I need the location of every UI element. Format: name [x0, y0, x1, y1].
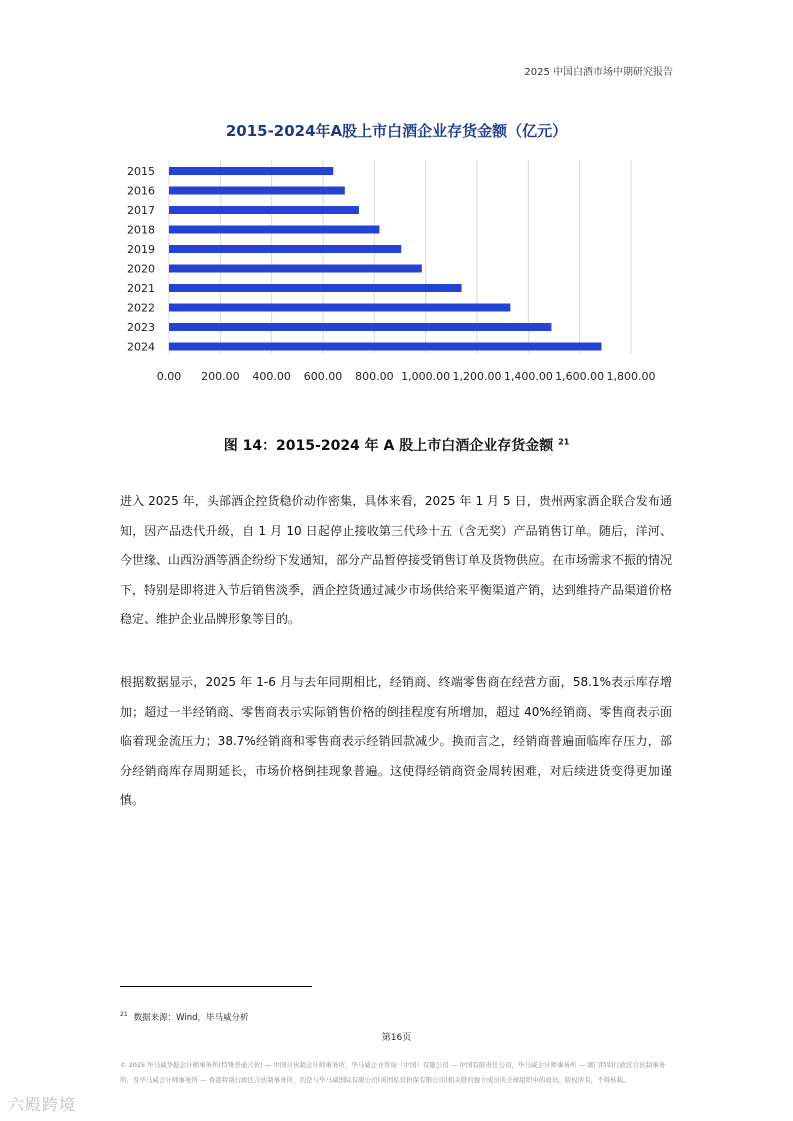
y-category-label: 2016: [127, 184, 155, 198]
figure-caption: [0, 435, 793, 455]
y-category-label: 2018: [127, 223, 155, 237]
x-tick-label: 1,800.00: [606, 370, 656, 383]
y-category-label: 2024: [127, 340, 155, 354]
y-category-label: 2019: [127, 243, 155, 256]
bar: [169, 304, 510, 312]
x-tick-label: 1,000.00: [401, 370, 451, 383]
x-tick-label: 1,200.00: [452, 370, 502, 383]
x-tick-label: 200.00: [201, 370, 240, 383]
x-tick-label: 1,400.00: [503, 370, 553, 383]
y-category-label: 2022: [127, 301, 155, 315]
x-tick-label: 0.00: [156, 370, 182, 383]
footnote-number: 21: [120, 1011, 128, 1019]
bar: [169, 226, 379, 234]
y-category-label: 2017: [127, 204, 155, 217]
chart-title: 2015-2024年A股上市白酒企业存货金额（亿元）: [225, 122, 568, 140]
x-tick-label: 400.00: [252, 370, 291, 383]
y-category-label: 2020: [127, 262, 155, 276]
bar: [169, 265, 422, 273]
y-category-label: 2023: [127, 321, 155, 334]
footnote-divider: [120, 986, 312, 987]
page-number: 第16页: [381, 1033, 412, 1043]
bar: [169, 245, 401, 253]
y-category-label: 2021: [127, 282, 155, 295]
x-tick-label: 800.00: [355, 370, 394, 383]
bar: [169, 167, 333, 175]
watermark: 六殿跨境: [8, 1095, 77, 1114]
copyright-notice: © 2025 毕马威华振会计师事务所(特殊普通合伙) — 中国合伙制会计师事务所，毕马威企业咨询（中国）有限公司 — 中国有限责任公司，毕马威会计师事务所 — 澳门特别行政区合伙制事务所，及毕马威会计师事务所 — 香港特别行政区合伙制事务所，均是与毕马威国际有限公司(英国私营担保有限公司)相关联的独立成员所全球组织中的成员。版权所有，不得转载。: [120, 1061, 666, 1084]
y-category-label: 2015: [127, 165, 155, 178]
x-tick-label: 1,600.00: [555, 370, 605, 383]
footnote-text: 数据来源：Wind，毕马威分析: [133, 1013, 249, 1023]
figure-caption-text: 图 14：2015-2024 年 A 股上市白酒企业存货金额: [223, 438, 554, 454]
footnote: [120, 1011, 249, 1023]
figure-caption-footnote-ref: 21: [558, 437, 570, 447]
report-header-title: 2025 中国白酒市场中期研究报告: [524, 67, 673, 78]
inventory-bar-chart: [0, 0, 793, 400]
bar: [169, 323, 551, 331]
bar: [169, 206, 359, 214]
body-paragraph-1: 进入 2025 年，头部酒企控货稳价动作密集，具体来看，2025 年 1 月 5 日，贵州两家酒企联合发布通知，因产品迭代升级，自 1 月 10 日起停止接收第三代珍十五（含无奖）产品销售订单。随后，洋河、今世缘、山西汾酒等酒企纷纷下发通知，部分产品暂停接受销售订单及货物供应。在市场需求不振的情况下，特别是即将进入节后销售淡季，酒企控货通过减少市场供给来平衡渠道产销，达到维持产品渠道价格稳定、维护企业品牌形象等目的。: [120, 494, 673, 626]
bar: [169, 187, 345, 195]
x-tick-label: 600.00: [303, 370, 343, 383]
bar: [169, 284, 462, 292]
body-paragraph-2: 根据数据显示，2025 年 1-6 月与去年同期相比，经销商、终端零售商在经营方面，58.1%表示库存增加；超过一半经销商、零售商表示实际销售价格的倒挂程度有所增加，超过 40%经销商、零售商表示面临着现金流压力；38.7%经销商和零售商表示经销回款减少。换而言之，经销商普遍面临库存压力，部分经销商库存周期延长，市场价格倒挂现象普遍。这使得经销商资金周转困难，对后续进货变得更加谨慎。: [120, 675, 672, 807]
bar: [169, 343, 601, 351]
